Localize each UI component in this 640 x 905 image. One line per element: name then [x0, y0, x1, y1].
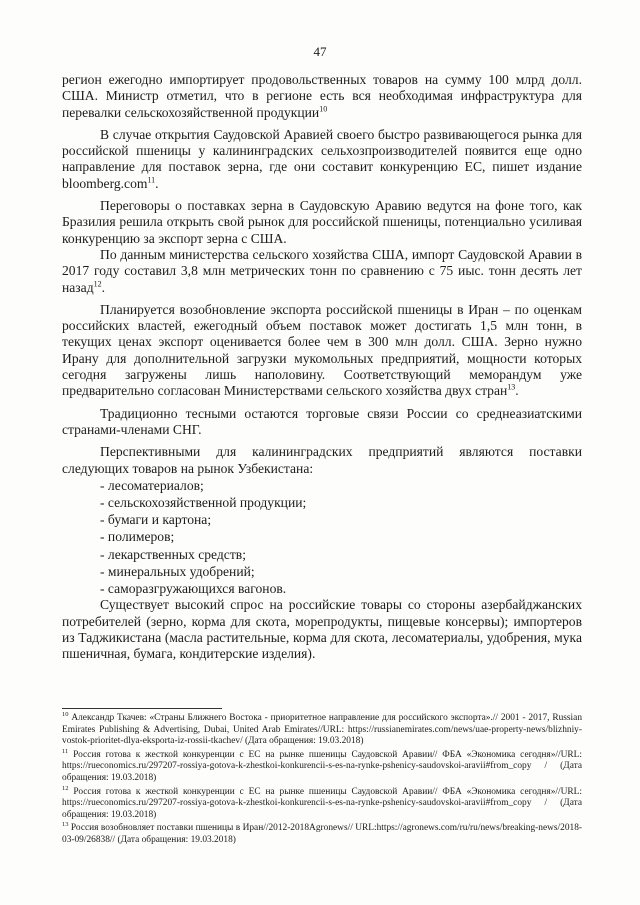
footnote-ref[interactable]: 11 [147, 175, 156, 185]
paragraph-negotiations [62, 198, 582, 247]
paragraph-continuation [62, 72, 582, 121]
footnote-ref[interactable]: 12 [93, 279, 102, 289]
list-item: - минеральных удобрений; [100, 563, 255, 579]
paragraph-text: регион ежегодно импортирует продовольственных товаров на сумму 100 млрд долл. США. Министр отметил, что в регионе есть вся необходимая инфраструктура для перевалки сельскохозяйственной продукции [62, 72, 582, 120]
footnote-number: 12 [62, 784, 69, 792]
paragraph-text: Перспективными для калининградских предприятий являются поставки следующих товаров на рынок Узбекистана: [62, 444, 582, 476]
list-item: - саморазгружающихся вагонов. [100, 581, 287, 597]
list-item: - полимеров; [100, 529, 175, 545]
footnote-text: Россия готова к жесткой конкуренции с ЕС на рынке пшеницы Саудовской Аравии// ФБА «Экономика сегодня»//URL: https://rueconomics.ru/297207-rossiya-gotova-k-zhestkoi-konkurencii-s-es-na-rynke-pshenicy-saudovskoi-aravii#from_copy / (Дата обращения: 19.03.2018) [62, 749, 582, 783]
footnote-text: Россия возобновляет поставки пшеницы в Иран//2012-2018Agronews// URL:https://agronews.com/ru/ru/news/breaking-news/2018-03-09/26838// (Дата обращения: 19.03.2018) [62, 823, 583, 845]
footnotes-section [62, 710, 583, 849]
paragraph-saudi-market: В случае открытия Саудовской Аравией своего быстро развивающегося рынка для российской пшеницы у калининградских сельхозпроизводителей появится еще одно направление для поставок зерна, где они составит конкуренцию ЕС, пишет издание bloomberg.com$^{11}$. [62, 126, 582, 191]
footnote-number: 13 [62, 821, 69, 829]
paragraph-text: В случае открытия Саудовской Аравией своего быстро развивающегося рынка для российской пшеницы у калининградских сельхозпроизводителей появится еще одно направление для поставок зерна, где они составит конкуренцию ЕС, пишет издание bloomberg.com [62, 126, 582, 191]
page-number: 47 [313, 44, 327, 59]
footnote-number: 10 [62, 710, 69, 718]
paragraph-usda-data: По данным министерства сельского хозяйства США, импорт Саудовской Аравии в 2017 году составил 3,8 млн метрических тонн по сравнению с 75 иыс. тонн десять лет назад$^{12}$. [62, 246, 582, 295]
export-goods-list [62, 477, 582, 597]
paragraph-text: Переговоры о поставках зерна в Саудовскую Аравию ведутся на фоне того, как Бразилия решила открыть свой рынок для российской пшеницы, потенциально усиливая конкуренцию за экспорт зерна с США. [62, 198, 582, 246]
footnote-divider [62, 708, 222, 709]
footnote-12 [62, 784, 582, 822]
list-item: - лекарственных средств; [100, 546, 246, 562]
paragraph-text: Планируется возобновление экспорта российской пшеницы в Иран – по оценкам российских властей, ежегодный объем поставок может достигать 1,5 млн тонн, в текущих ценах экспорт оценивается более чем в 300 млн долл. США. Зерно нужно Ирану для дополнительной загрузки мукомольных предприятий, мощности которых сегодня загружены лишь наполовину. Соответствующий меморандум уже предварительно согласован Министерствами сельского хозяйства двух стран [62, 301, 582, 399]
footnote-text: Александр Ткачев: «Страны Ближнего Востока - приоритетное направление для российского экспорта».// 2001 - 2017, Russian Emirates Publishing & Advertising, Dubai, United Arab Emirates//URL: https://russianemirates.com/news/uae-property-news/blizhniy-vostok-prioritet-dlya-eksporta-iz-rossii-tkachev/ (Дата обращения: 19.03.2018) [62, 713, 583, 747]
footnote-text: Россия готова к жесткой конкуренции с ЕС на рынке пшеницы Саудовской Аравии// ФБА «Экономика сегодня»//URL: https://rueconomics.ru/297207-rossiya-gotova-k-zhestkoi-konkurencii-s-es-na-rynke-pshenicy-saudovskoi-aravii#from_copy / (Дата обращения: 19.03.2018) [62, 786, 582, 820]
paragraph-iran-export: Планируется возобновление экспорта российской пшеницы в Иран – по оценкам российских властей, ежегодный объем поставок может достигать 1,5 млн тонн, в текущих ценах экспорт оценивается более чем в 300 млн долл. США. Зерно нужно Ирану для дополнительной загрузки мукомольных предприятий, мощности которых сегодня загружены лишь наполовину. Соответствующий меморандум уже предварительно согласован Министерствами сельского хозяйства двух стран$^{13}$. [62, 301, 582, 399]
footnote-11 [62, 747, 582, 785]
footnote-10 [62, 710, 583, 748]
list-item: - бумаги и картона; [100, 512, 212, 528]
body-text [62, 72, 582, 662]
footnote-ref[interactable]: 13 [507, 382, 516, 392]
paragraph-text: По данным министерства сельского хозяйства США, импорт Саудовской Аравии в 2017 году составил 3,8 млн метрических тонн по сравнению с 75 иыс. тонн десять лет назад [62, 246, 582, 295]
footnote-number: 11 [62, 747, 69, 755]
list-item: - сельскохозяйственной продукции; [100, 495, 307, 511]
paragraph-demand [62, 597, 582, 662]
footnote-13 [62, 823, 582, 846]
paragraph-text: Традиционно тесными остаются торговые связи России со среднеазиатскими странами-членами СНГ. [62, 405, 582, 437]
paragraph-text: Существует высокий спрос на российские товары со стороны азербайджанских потребителей (зерно, корма для скота, морепродукты, пищевые консервы); импортеров из Таджикистана (масла растительные, корма для скота, лесоматериалы, удобрения, мука пшеничная, бумага, кондитерские изделия). [62, 597, 582, 662]
list-item: - лесоматериалов; [100, 477, 204, 493]
footnote-ref[interactable]: 10 [319, 104, 328, 114]
paragraph-cis-ties [62, 406, 582, 439]
paragraph-uzbekistan [62, 444, 582, 477]
